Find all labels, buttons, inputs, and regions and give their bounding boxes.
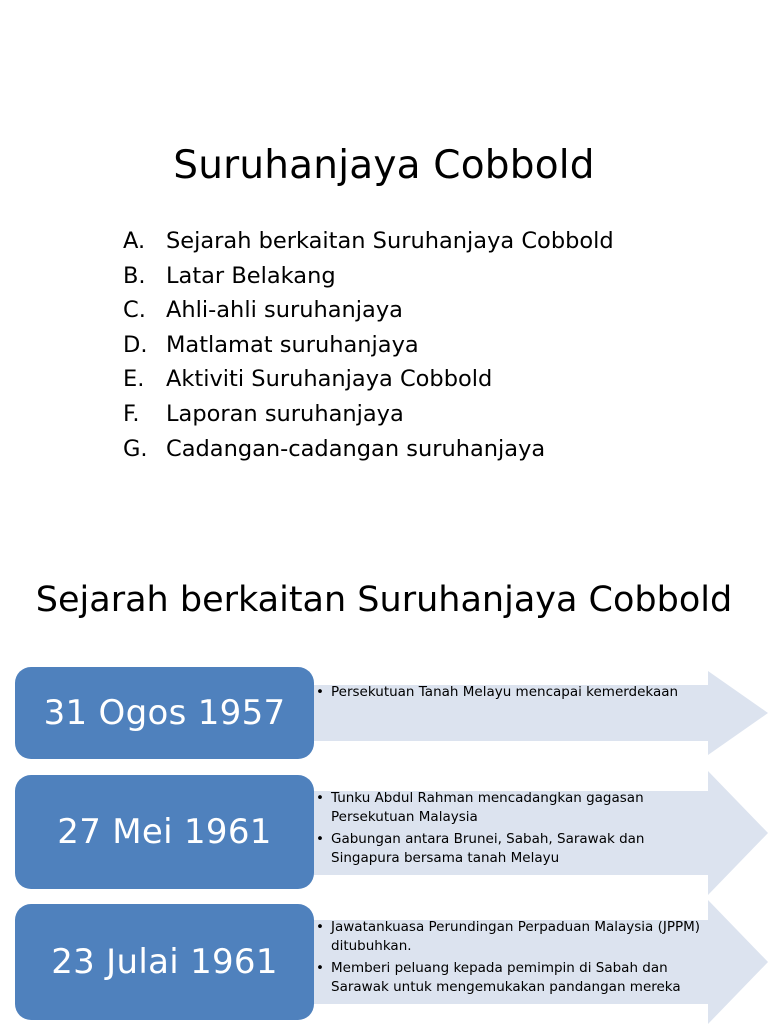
timeline-row: [0, 900, 768, 1024]
timeline-bullet: • Memberi peluang kepada pemimpin di Sabah dan Sarawak untuk mengemukakan pandangan mereka: [316, 959, 716, 997]
timeline-title: Sejarah berkaitan Suruhanjaya Cobbold: [35, 580, 733, 620]
timeline-bullet: • Tunku Abdul Rahman mencadangkan gagasan Persekutuan Malaysia: [316, 789, 716, 827]
agenda-text: Laporan suruhanjaya: [166, 400, 404, 427]
agenda-letter: D.: [123, 331, 148, 358]
agenda-text: Ahli-ahli suruhanjaya: [166, 297, 403, 324]
slide-title: Suruhanjaya Cobbold: [173, 143, 595, 188]
agenda-letter: G.: [123, 435, 148, 462]
agenda-letter: C.: [123, 297, 146, 324]
timeline-row: [0, 771, 768, 895]
timeline-date: 23 Julai 1961: [15, 904, 314, 1020]
timeline-bullets: [316, 789, 716, 871]
agenda-item: [123, 362, 614, 397]
timeline-date: 31 Ogos 1957: [15, 667, 314, 759]
agenda-text: Cadangan-cadangan suruhanjaya: [166, 435, 546, 462]
agenda-item: [123, 224, 614, 259]
timeline-bullet: • Persekutuan Tanah Melayu mencapai kemerdekaan: [316, 683, 716, 702]
agenda-text: Aktiviti Suruhanjaya Cobbold: [166, 366, 493, 393]
agenda-text: Latar Belakang: [166, 262, 336, 289]
timeline-bullets: [316, 683, 716, 705]
timeline-date: 27 Mei 1961: [15, 775, 314, 889]
agenda-letter: F.: [123, 400, 140, 427]
agenda-item: [123, 432, 614, 467]
agenda-letter: B.: [123, 262, 146, 289]
timeline-row: [0, 671, 768, 755]
agenda-item: [123, 293, 614, 328]
timeline-bullets: [316, 918, 716, 1000]
agenda-item: [123, 259, 614, 294]
agenda-letter: E.: [123, 366, 145, 393]
agenda-item: [123, 328, 614, 363]
timeline-bullet: • Gabungan antara Brunei, Sabah, Sarawak dan Singapura bersama tanah Melayu: [316, 830, 716, 868]
timeline-bullet: • Jawatankuasa Perundingan Perpaduan Malaysia (JPPM) ditubuhkan.: [316, 918, 716, 956]
agenda-text: Matlamat suruhanjaya: [166, 331, 419, 358]
agenda-letter: A.: [123, 228, 146, 254]
agenda-list: [123, 224, 614, 466]
agenda-text: Sejarah berkaitan Suruhanjaya Cobbold: [166, 228, 614, 254]
agenda-item: [123, 397, 614, 432]
